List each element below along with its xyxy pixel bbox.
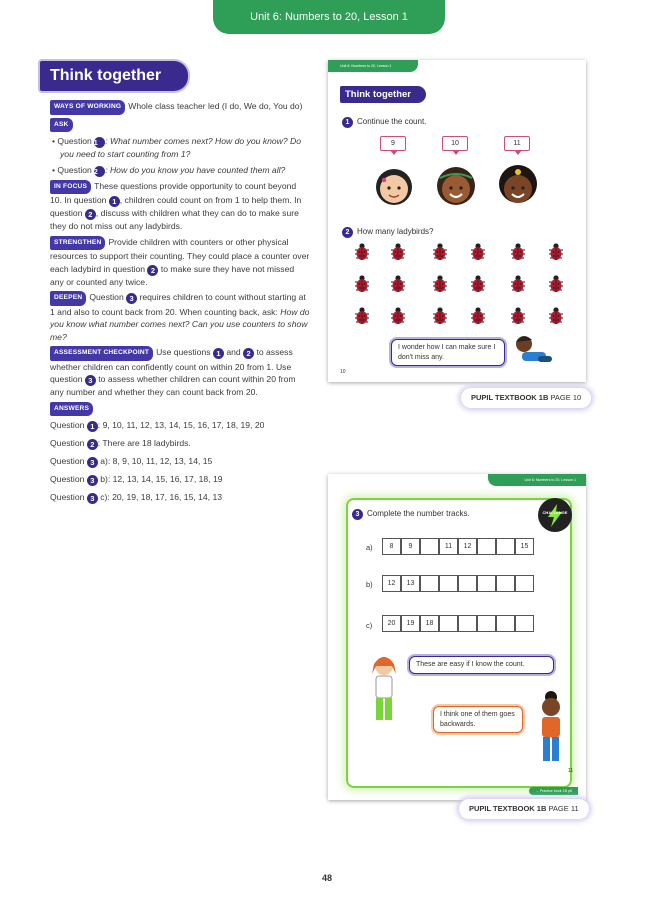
ask-tag: ASK (50, 118, 73, 133)
answer-text: a): 8, 9, 10, 11, 12, 13, 14, 15 (100, 456, 213, 466)
ask-heading (50, 118, 310, 133)
page10-title: Think together (340, 86, 426, 103)
assess-num3-icon: 3 (85, 375, 96, 386)
child-face-icon (372, 164, 416, 208)
strengthen-text-a: Provide children with counters or other physical resources to support their counting. They could place a counter over each ladybird in question (50, 236, 310, 274)
deepen (50, 291, 310, 343)
ask-q1: • Question 1 : What number comes next? How do you know? Do you need to start counting from 1? (52, 136, 302, 159)
track-cell (477, 575, 496, 592)
ask-q2: • Question 2 : How do you know you have counted them all? (52, 164, 286, 176)
track-cell: 12 (458, 538, 477, 555)
infocus-num2-icon: 2 (85, 209, 96, 220)
page11-number: 11 (568, 768, 574, 774)
answer-row (50, 455, 310, 468)
assessment-checkpoint (50, 346, 310, 399)
page10-q2 (342, 227, 433, 238)
track-cell: 12 (382, 575, 401, 592)
answer-num-icon: 3 (87, 493, 98, 504)
track-cell (458, 615, 477, 632)
answer-row (50, 491, 310, 504)
challenge-label: CHALLENGE (542, 510, 568, 515)
q1-label: Question (57, 136, 92, 146)
track-cell: 20 (382, 615, 401, 632)
deepen-num-icon: 3 (126, 293, 137, 304)
assess-tag: ASSESSMENT CHECKPOINT (50, 346, 153, 361)
deepen-text-c: How do you know what number comes next? Can you use counters to show me? (50, 306, 310, 342)
answer-text: : 9, 10, 11, 12, 13, 14, 15, 16, 17, 18, 19, 20 (97, 420, 265, 430)
q2-number-icon: 2 (94, 166, 105, 177)
count-bubble: 11 (504, 136, 530, 151)
assess-and: and (226, 347, 241, 357)
answer-label: Question (50, 474, 85, 484)
answer-label: Question (50, 438, 85, 448)
page10-speech-bubble: I wonder how I can make sure I don't miss any. (391, 339, 505, 366)
ladybird-icon (508, 274, 528, 294)
q3-number-icon: 3 (352, 509, 363, 520)
answer-label: Question (50, 456, 85, 466)
teacher-notes (50, 100, 310, 509)
ladybird-icon (388, 306, 408, 326)
child-standing-icon (534, 689, 568, 767)
answer-num-icon: 1 (87, 421, 98, 432)
child-standing-icon (366, 654, 402, 726)
q2-number-icon: 2 (342, 227, 353, 238)
assess-num2-icon: 2 (243, 348, 254, 359)
track-label: c) (366, 621, 373, 630)
assess-text-b: to assess whether children can confidently count on within 20 from 1. Use question (50, 347, 293, 384)
track-cell: 13 (401, 575, 420, 592)
page11-speech-bubble-1: These are easy if I know the count. (409, 656, 554, 674)
infocus-text-c: , discuss with children what they can do to make sure they do not miss out any ladybirds. (50, 208, 299, 231)
deepen-text-b: requires children to count without starting at 1 and also to count back from 20. When counting back, ask: (50, 292, 306, 317)
strengthen-text-b: to make sure they have not missed any or counted any twice. (50, 263, 295, 287)
page11-speech-bubble-2: I think one of them goes backwards. (433, 706, 523, 733)
page10-header: Unit 6: Numbers to 20, Lesson 1 (328, 60, 418, 72)
q1-prompt: Continue the count. (357, 117, 427, 126)
page11-q3 (352, 509, 470, 520)
ladybird-icon (508, 306, 528, 326)
ladybird-icon (430, 274, 450, 294)
challenge-badge (538, 498, 572, 532)
answer-row (50, 473, 310, 486)
q1-number-icon: 1 (342, 117, 353, 128)
assess-text-c: to assess whether children can count within 20 from any number and whether they can count back from 20. (50, 374, 296, 397)
answer-num-icon: 3 (87, 475, 98, 486)
track-cell (439, 575, 458, 592)
track-cell (515, 615, 534, 632)
child-face-icon (434, 164, 478, 208)
q3-prompt: Complete the number tracks. (367, 509, 470, 518)
unit-header-tab: Unit 6: Numbers to 20, Lesson 1 (213, 0, 445, 34)
q2-text: : How do you know you have counted them all? (105, 164, 286, 175)
track-cell (439, 615, 458, 632)
ladybird-icon (430, 242, 450, 262)
count-bubble: 9 (380, 136, 406, 151)
practice-book-tag: → Practice book 1B p6 (529, 787, 578, 795)
ways-tag: WAYS OF WORKING (50, 100, 125, 115)
ladybird-icon (546, 242, 566, 262)
infocus-tag: IN FOCUS (50, 180, 91, 195)
ladybird-icon (508, 242, 528, 262)
track-cell: 18 (420, 615, 439, 632)
page11-header: Unit 6: Numbers to 20, Lesson 1 (488, 474, 586, 486)
ladybird-icon (352, 242, 372, 262)
track-cell: 8 (382, 538, 401, 555)
answer-row (50, 437, 310, 450)
count-bubble: 10 (442, 136, 468, 151)
track-cell (477, 538, 496, 555)
page-number: 48 (322, 873, 333, 883)
infocus-text-b: , children could count on from 1 to help them. In question (50, 195, 302, 218)
answer-num-icon: 2 (87, 439, 98, 450)
infocus-num1-icon: 1 (109, 196, 120, 207)
child-face-icon (496, 164, 540, 208)
track-label: b) (366, 580, 373, 589)
page10-footer-label (461, 388, 591, 408)
track-label: a) (366, 543, 373, 552)
ladybird-icon (430, 306, 450, 326)
deepen-tag: DEEPEN (50, 291, 86, 306)
ladybird-icon (352, 306, 372, 326)
track-cell (458, 575, 477, 592)
ladybird-icon (388, 274, 408, 294)
answer-num-icon: 3 (87, 457, 98, 468)
q1-text: : What number comes next? How do you know? Do you need to start counting from 1? (60, 136, 302, 159)
answer-row (50, 419, 310, 432)
assess-num1-icon: 1 (213, 348, 224, 359)
ladybird-icon (546, 306, 566, 326)
answers-tag: ANSWERS (50, 402, 93, 417)
section-title: Think together (40, 61, 188, 91)
answer-label: Question (50, 420, 85, 430)
track-cell: 19 (401, 615, 420, 632)
q2-prompt: How many ladybirds? (357, 227, 434, 236)
track-cell: 9 (401, 538, 420, 555)
page10-number: 10 (340, 369, 346, 375)
footer-book: PUPIL TEXTBOOK 1B (471, 393, 549, 402)
page10-q1 (342, 117, 426, 128)
in-focus (50, 180, 310, 233)
page11-footer-label (459, 799, 589, 819)
ladybird-icon (468, 306, 488, 326)
track-cell (477, 615, 496, 632)
ladybird-icon (468, 274, 488, 294)
answer-text: : There are 18 ladybirds. (97, 438, 191, 448)
answer-label: Question (50, 492, 85, 502)
lightning-icon (538, 498, 572, 532)
answer-text: b): 12, 13, 14, 15, 16, 17, 18, 19 (100, 474, 223, 484)
q1-number-icon: 1 (94, 137, 105, 148)
ways-of-working (50, 100, 310, 115)
q2-label: Question (57, 164, 92, 175)
assess-text-a: Use questions (156, 347, 211, 357)
track-cell (496, 538, 515, 555)
track-cell (515, 575, 534, 592)
track-cell (420, 538, 439, 555)
ways-text: Whole class teacher led (I do, We do, You do) (128, 101, 303, 111)
answers-heading (50, 402, 310, 417)
ladybird-icon (468, 242, 488, 262)
track-cell (420, 575, 439, 592)
strengthen-tag: STRENGTHEN (50, 236, 105, 251)
track-cell (496, 575, 515, 592)
answer-text: c): 20, 19, 18, 17, 16, 15, 14, 13 (100, 492, 223, 502)
textbook-page-11 (328, 474, 586, 800)
track-cell: 11 (439, 538, 458, 555)
ladybird-icon (546, 274, 566, 294)
ladybird-icon (352, 274, 372, 294)
strengthen-num-icon: 2 (147, 265, 158, 276)
child-lying-icon (508, 332, 554, 370)
footer-page: PAGE 11 (548, 804, 579, 813)
footer-page: PAGE 10 (550, 393, 582, 402)
deepen-text-a: Question (89, 292, 124, 302)
strengthen (50, 236, 310, 289)
track-cell: 15 (515, 538, 534, 555)
ladybird-icon (388, 242, 408, 262)
track-cell (496, 615, 515, 632)
textbook-page-10 (328, 60, 586, 382)
infocus-text-a: These questions provide opportunity to count beyond 10. In question (50, 180, 297, 205)
footer-book: PUPIL TEXTBOOK 1B (469, 804, 547, 813)
